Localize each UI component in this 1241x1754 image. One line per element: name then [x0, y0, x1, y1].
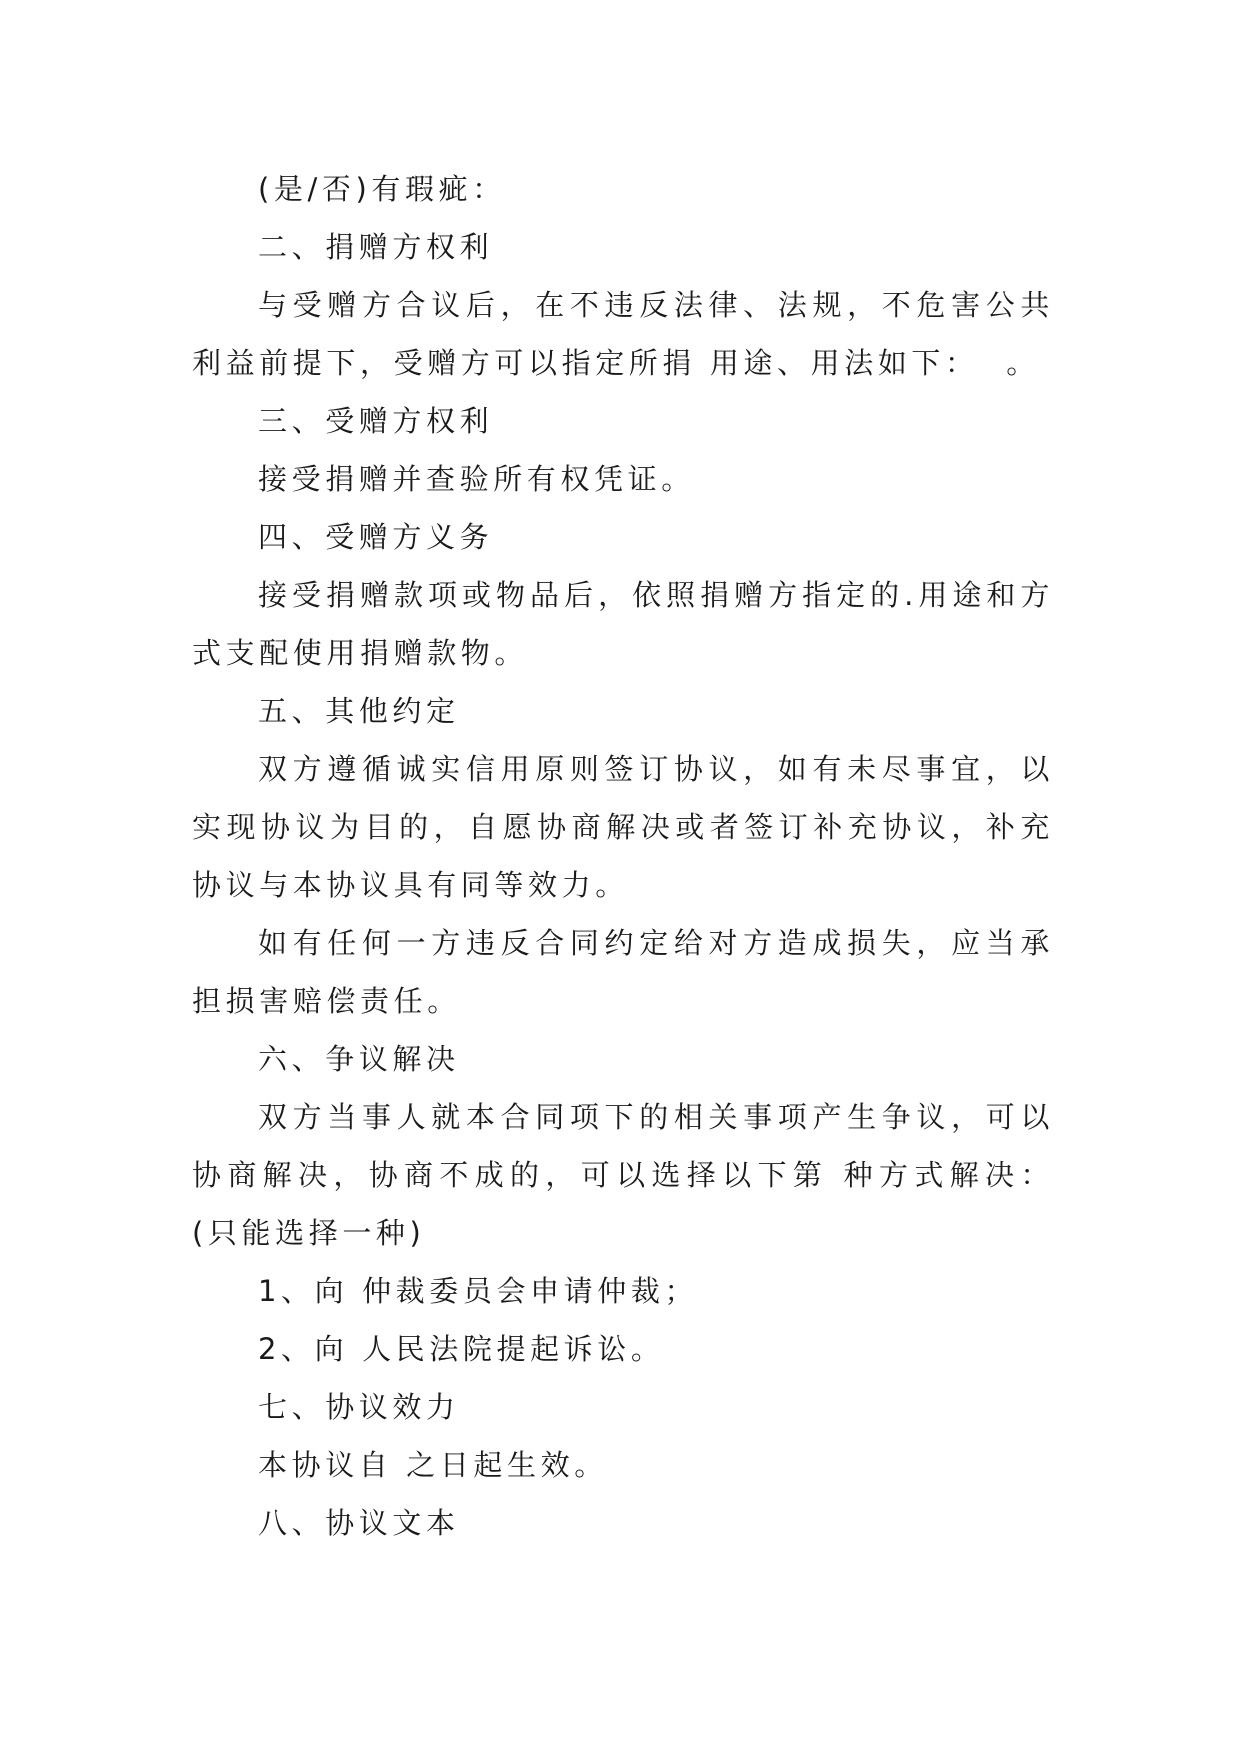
paragraph-dispute-resolution: 双方当事人就本合同项下的相关事项产生争议，可以协商解决，协商不成的，可以选择以下第 种方式解决：(只能选择一种): [192, 1100, 1054, 1250]
paragraph-other-terms-liability: 如有任何一方违反合同约定给对方造成损失，应当承担损害赔偿责任。: [192, 926, 1054, 1018]
heading-donor-rights: 二、捐赠方权利: [258, 230, 494, 264]
paragraph-defect-status: (是/否)有瑕疵：: [258, 172, 506, 206]
paragraph-agreement-effect: 本协议自 之日起生效。: [258, 1448, 608, 1482]
document-body: [192, 160, 1054, 1552]
paragraph-other-terms-good-faith: 双方遵循诚实信用原则签订协议，如有未尽事宜，以实现协议为目的，自愿协商解决或者签订补充协议，补充协议与本协议具有同等效力。: [192, 752, 1054, 902]
paragraph-recipient-rights: 接受捐赠并查验所有权凭证。: [258, 462, 695, 496]
heading-agreement-effect: 七、协议效力: [258, 1390, 460, 1424]
list-item-arbitration: 1、向 仲裁委员会申请仲裁；: [258, 1274, 699, 1308]
heading-dispute-resolution: 六、争议解决: [258, 1042, 460, 1076]
list-item-litigation: 2、向 人民法院提起诉讼。: [258, 1332, 665, 1366]
heading-other-terms: 五、其他约定: [258, 694, 460, 728]
heading-recipient-rights: 三、受赠方权利: [258, 404, 494, 438]
heading-recipient-obligations: 四、受赠方义务: [258, 520, 494, 554]
paragraph-donor-rights: 与受赠方合议后，在不违反法律、法规，不危害公共利益前提下，受赠方可以指定所捐 用途、用法如下： 。: [192, 288, 1054, 380]
heading-agreement-text: 八、协议文本: [258, 1506, 460, 1540]
paragraph-recipient-obligations: 接受捐赠款项或物品后，依照捐赠方指定的.用途和方式支配使用捐赠款物。: [192, 578, 1054, 670]
